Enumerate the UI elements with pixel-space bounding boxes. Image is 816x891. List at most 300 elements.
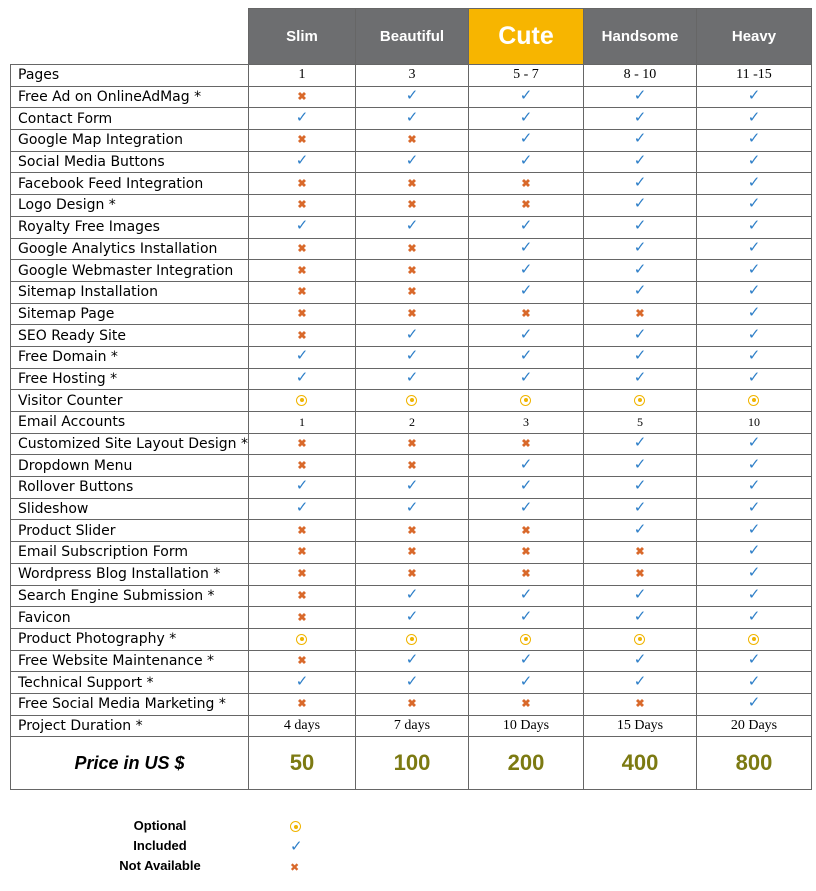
check-icon: ✓ bbox=[747, 326, 761, 343]
legend-icon-wrap bbox=[290, 858, 299, 876]
feature-value-cell bbox=[355, 195, 468, 217]
feature-value-cell bbox=[355, 130, 468, 152]
feature-value-cell bbox=[468, 151, 583, 173]
plan-header-heavy: Heavy bbox=[696, 9, 811, 65]
feature-value-cell bbox=[355, 628, 468, 650]
feature-row bbox=[11, 390, 812, 412]
feature-row bbox=[11, 108, 812, 130]
feature-value-cell bbox=[355, 542, 468, 564]
legend-label: Not Available bbox=[119, 858, 201, 873]
check-icon: ✓ bbox=[633, 348, 647, 365]
feature-value-cell bbox=[355, 672, 468, 694]
feature-value-cell bbox=[468, 346, 583, 368]
cross-icon: ✖ bbox=[407, 286, 417, 299]
check-icon: ✓ bbox=[519, 261, 533, 278]
feature-row bbox=[11, 455, 812, 477]
feature-value-cell bbox=[468, 542, 583, 564]
feature-label: Free Website Maintenance * bbox=[11, 650, 249, 672]
check-icon: ✓ bbox=[405, 218, 419, 235]
cross-icon: ✖ bbox=[521, 438, 531, 451]
feature-value-cell bbox=[468, 130, 583, 152]
feature-value-cell bbox=[468, 260, 583, 282]
feature-label: Social Media Buttons bbox=[11, 151, 249, 173]
feature-row bbox=[11, 412, 812, 434]
feature-value-cell: 2 bbox=[355, 412, 468, 434]
check-icon: ✓ bbox=[519, 283, 533, 300]
check-icon: ✓ bbox=[519, 348, 533, 365]
feature-label: Customized Site Layout Design * bbox=[11, 433, 249, 455]
feature-value-cell bbox=[355, 108, 468, 130]
feature-row bbox=[11, 650, 812, 672]
feature-value-cell bbox=[468, 216, 583, 238]
feature-value-cell bbox=[468, 650, 583, 672]
cross-icon: ✖ bbox=[297, 242, 307, 255]
feature-value-cell bbox=[696, 195, 811, 217]
legend-label: Included bbox=[133, 838, 187, 853]
feature-value-cell bbox=[248, 498, 355, 520]
cross-icon: ✖ bbox=[297, 546, 307, 559]
feature-value-cell: 8 - 10 bbox=[583, 65, 696, 87]
check-icon: ✓ bbox=[405, 369, 419, 386]
feature-row bbox=[11, 368, 812, 390]
cross-icon: ✖ bbox=[297, 91, 307, 104]
check-icon: ✓ bbox=[295, 500, 309, 517]
feature-rows bbox=[11, 65, 812, 737]
check-icon: ✓ bbox=[633, 500, 647, 517]
feature-row bbox=[11, 498, 812, 520]
check-icon: ✓ bbox=[295, 673, 309, 690]
plan-header-slim: Slim bbox=[248, 9, 355, 65]
feature-label: Google Webmaster Integration bbox=[11, 260, 249, 282]
feature-value-cell bbox=[248, 542, 355, 564]
feature-row bbox=[11, 477, 812, 499]
feature-value-cell bbox=[355, 368, 468, 390]
optional-circle-icon bbox=[748, 395, 759, 406]
feature-row bbox=[11, 260, 812, 282]
feature-value-cell bbox=[696, 607, 811, 629]
cross-icon: ✖ bbox=[297, 177, 307, 190]
feature-value-cell bbox=[468, 585, 583, 607]
feature-value-cell bbox=[355, 433, 468, 455]
check-icon: ✓ bbox=[295, 153, 309, 170]
check-icon: ✓ bbox=[747, 673, 761, 690]
feature-value-cell bbox=[468, 672, 583, 694]
check-icon: ✓ bbox=[519, 673, 533, 690]
cross-icon: ✖ bbox=[297, 611, 307, 624]
price-heavy: 800 bbox=[696, 737, 811, 790]
feature-row bbox=[11, 346, 812, 368]
feature-value-cell bbox=[248, 672, 355, 694]
cross-icon: ✖ bbox=[521, 199, 531, 212]
feature-value-cell bbox=[248, 455, 355, 477]
feature-value-cell bbox=[583, 260, 696, 282]
price-slim: 50 bbox=[248, 737, 355, 790]
feature-value-cell bbox=[355, 86, 468, 108]
check-icon: ✓ bbox=[633, 196, 647, 213]
check-icon: ✓ bbox=[633, 478, 647, 495]
price-label: Price in US $ bbox=[11, 737, 249, 790]
feature-value-cell bbox=[248, 303, 355, 325]
cross-icon: ✖ bbox=[297, 199, 307, 212]
feature-row bbox=[11, 173, 812, 195]
feature-value-cell bbox=[583, 607, 696, 629]
feature-label: Free Domain * bbox=[11, 346, 249, 368]
check-icon: ✓ bbox=[405, 153, 419, 170]
optional-circle-icon bbox=[634, 395, 645, 406]
check-icon: ✓ bbox=[633, 608, 647, 625]
feature-row bbox=[11, 672, 812, 694]
feature-label: Royalty Free Images bbox=[11, 216, 249, 238]
feature-value-cell bbox=[696, 520, 811, 542]
feature-label: Free Ad on OnlineAdMag * bbox=[11, 86, 249, 108]
check-icon: ✓ bbox=[405, 109, 419, 126]
feature-row bbox=[11, 563, 812, 585]
feature-value-cell bbox=[583, 108, 696, 130]
check-icon: ✓ bbox=[405, 326, 419, 343]
feature-value-cell bbox=[248, 216, 355, 238]
check-icon: ✓ bbox=[747, 88, 761, 105]
feature-value-cell bbox=[696, 563, 811, 585]
cross-icon: ✖ bbox=[407, 524, 417, 537]
feature-value-cell bbox=[696, 650, 811, 672]
optional-circle-icon bbox=[406, 395, 417, 406]
check-icon: ✓ bbox=[747, 521, 761, 538]
feature-value-cell bbox=[468, 433, 583, 455]
feature-value-cell bbox=[583, 672, 696, 694]
cross-icon: ✖ bbox=[407, 199, 417, 212]
feature-value-cell bbox=[468, 693, 583, 715]
feature-row bbox=[11, 520, 812, 542]
check-icon: ✓ bbox=[519, 218, 533, 235]
feature-value-cell bbox=[696, 216, 811, 238]
cross-icon: ✖ bbox=[407, 438, 417, 451]
feature-value-cell bbox=[248, 173, 355, 195]
cross-icon: ✖ bbox=[407, 698, 417, 711]
feature-value-cell bbox=[583, 368, 696, 390]
feature-value-cell bbox=[696, 346, 811, 368]
feature-label: Sitemap Installation bbox=[11, 281, 249, 303]
feature-value-cell bbox=[468, 108, 583, 130]
feature-row bbox=[11, 628, 812, 650]
cross-icon: ✖ bbox=[521, 546, 531, 559]
check-icon: ✓ bbox=[747, 500, 761, 517]
cross-icon: ✖ bbox=[297, 264, 307, 277]
price-beautiful: 100 bbox=[355, 737, 468, 790]
feature-value-cell bbox=[248, 151, 355, 173]
feature-value-cell bbox=[248, 585, 355, 607]
feature-value-cell bbox=[355, 151, 468, 173]
feature-value-cell bbox=[696, 455, 811, 477]
feature-value-cell bbox=[468, 498, 583, 520]
feature-value-cell bbox=[468, 238, 583, 260]
check-icon: ✓ bbox=[633, 174, 647, 191]
check-icon: ✓ bbox=[405, 651, 419, 668]
feature-value-cell bbox=[583, 173, 696, 195]
check-icon: ✓ bbox=[633, 521, 647, 538]
check-icon: ✓ bbox=[633, 456, 647, 473]
feature-label: Google Map Integration bbox=[11, 130, 249, 152]
feature-value-cell: 5 - 7 bbox=[468, 65, 583, 87]
feature-value-cell bbox=[355, 498, 468, 520]
cross-icon: ✖ bbox=[297, 134, 307, 147]
feature-value-cell bbox=[583, 585, 696, 607]
cross-icon: ✖ bbox=[407, 134, 417, 147]
check-icon: ✓ bbox=[519, 500, 533, 517]
cross-icon: ✖ bbox=[407, 307, 417, 320]
feature-value-cell bbox=[696, 585, 811, 607]
cross-icon: ✖ bbox=[521, 568, 531, 581]
cross-icon: ✖ bbox=[635, 546, 645, 559]
cross-icon: ✖ bbox=[635, 568, 645, 581]
check-icon: ✓ bbox=[295, 218, 309, 235]
check-icon: ✓ bbox=[405, 88, 419, 105]
cross-icon: ✖ bbox=[290, 862, 300, 874]
check-icon: ✓ bbox=[519, 369, 533, 386]
cross-icon: ✖ bbox=[521, 177, 531, 190]
check-icon: ✓ bbox=[633, 673, 647, 690]
feature-value-cell bbox=[468, 86, 583, 108]
feature-value-cell bbox=[696, 281, 811, 303]
feature-value-cell: 4 days bbox=[248, 715, 355, 737]
feature-row bbox=[11, 216, 812, 238]
check-icon: ✓ bbox=[747, 218, 761, 235]
feature-value-cell bbox=[696, 477, 811, 499]
check-icon: ✓ bbox=[519, 326, 533, 343]
cross-icon: ✖ bbox=[635, 307, 645, 320]
feature-row bbox=[11, 281, 812, 303]
feature-value-cell bbox=[355, 607, 468, 629]
feature-value-cell bbox=[583, 325, 696, 347]
feature-value-cell bbox=[468, 281, 583, 303]
price-cute: 200 bbox=[468, 737, 583, 790]
check-icon: ✓ bbox=[747, 565, 761, 582]
feature-label: Wordpress Blog Installation * bbox=[11, 563, 249, 585]
check-icon: ✓ bbox=[747, 174, 761, 191]
check-icon: ✓ bbox=[405, 348, 419, 365]
feature-value-cell bbox=[248, 693, 355, 715]
legend-label: Optional bbox=[133, 818, 187, 833]
check-icon: ✓ bbox=[519, 153, 533, 170]
feature-label: Email Accounts bbox=[11, 412, 249, 434]
check-icon: ✓ bbox=[633, 651, 647, 668]
feature-label: Google Analytics Installation bbox=[11, 238, 249, 260]
cross-icon: ✖ bbox=[407, 264, 417, 277]
check-icon: ✓ bbox=[405, 673, 419, 690]
optional-circle-icon bbox=[406, 634, 417, 645]
check-icon: ✓ bbox=[747, 153, 761, 170]
feature-value-cell bbox=[696, 173, 811, 195]
feature-row bbox=[11, 195, 812, 217]
check-icon: ✓ bbox=[747, 543, 761, 560]
feature-label: Email Subscription Form bbox=[11, 542, 249, 564]
cross-icon: ✖ bbox=[297, 438, 307, 451]
feature-value-cell bbox=[696, 433, 811, 455]
optional-circle-icon bbox=[748, 634, 759, 645]
feature-value-cell bbox=[583, 520, 696, 542]
check-icon: ✓ bbox=[405, 478, 419, 495]
feature-value-cell bbox=[355, 216, 468, 238]
check-icon: ✓ bbox=[747, 304, 761, 321]
check-icon: ✓ bbox=[747, 239, 761, 256]
feature-value-cell bbox=[355, 281, 468, 303]
feature-value-cell bbox=[355, 477, 468, 499]
feature-label: Contact Form bbox=[11, 108, 249, 130]
cross-icon: ✖ bbox=[521, 698, 531, 711]
feature-value-cell bbox=[248, 607, 355, 629]
feature-value-cell bbox=[696, 86, 811, 108]
feature-row bbox=[11, 151, 812, 173]
feature-value-cell bbox=[583, 130, 696, 152]
check-icon: ✓ bbox=[519, 608, 533, 625]
check-icon: ✓ bbox=[747, 695, 761, 712]
feature-label: Dropdown Menu bbox=[11, 455, 249, 477]
feature-value-cell bbox=[355, 346, 468, 368]
feature-value-cell: 15 Days bbox=[583, 715, 696, 737]
feature-label: Technical Support * bbox=[11, 672, 249, 694]
feature-value-cell bbox=[248, 238, 355, 260]
check-icon: ✓ bbox=[519, 109, 533, 126]
feature-value-cell bbox=[583, 346, 696, 368]
check-icon: ✓ bbox=[633, 326, 647, 343]
legend-icon-wrap bbox=[290, 838, 303, 856]
feature-row bbox=[11, 693, 812, 715]
feature-value-cell bbox=[696, 693, 811, 715]
feature-value-cell bbox=[468, 455, 583, 477]
feature-value-cell bbox=[583, 498, 696, 520]
feature-row bbox=[11, 65, 812, 87]
feature-value-cell bbox=[248, 563, 355, 585]
feature-value-cell: 10 bbox=[696, 412, 811, 434]
check-icon: ✓ bbox=[747, 608, 761, 625]
feature-label: Slideshow bbox=[11, 498, 249, 520]
feature-value-cell bbox=[248, 650, 355, 672]
check-icon: ✓ bbox=[747, 283, 761, 300]
feature-value-cell bbox=[583, 195, 696, 217]
feature-value-cell bbox=[355, 693, 468, 715]
feature-label: Favicon bbox=[11, 607, 249, 629]
feature-value-cell bbox=[248, 520, 355, 542]
check-icon: ✓ bbox=[295, 348, 309, 365]
check-icon: ✓ bbox=[747, 369, 761, 386]
check-icon: ✓ bbox=[519, 456, 533, 473]
feature-row bbox=[11, 238, 812, 260]
feature-value-cell bbox=[583, 563, 696, 585]
feature-label: Free Social Media Marketing * bbox=[11, 693, 249, 715]
feature-value-cell bbox=[355, 650, 468, 672]
feature-value-cell bbox=[248, 130, 355, 152]
feature-value-cell bbox=[696, 542, 811, 564]
feature-value-cell bbox=[696, 368, 811, 390]
feature-value-cell: 20 Days bbox=[696, 715, 811, 737]
feature-value-cell: 10 Days bbox=[468, 715, 583, 737]
price-handsome: 400 bbox=[583, 737, 696, 790]
check-icon: ✓ bbox=[747, 586, 761, 603]
feature-value-cell bbox=[583, 650, 696, 672]
feature-value-cell bbox=[468, 368, 583, 390]
feature-value-cell bbox=[248, 433, 355, 455]
cross-icon: ✖ bbox=[407, 459, 417, 472]
check-icon: ✓ bbox=[405, 500, 419, 517]
plan-header-row bbox=[11, 9, 812, 65]
plan-header-handsome: Handsome bbox=[583, 9, 696, 65]
price-row bbox=[11, 737, 812, 790]
feature-value-cell bbox=[355, 173, 468, 195]
optional-circle-icon bbox=[296, 634, 307, 645]
check-icon: ✓ bbox=[633, 283, 647, 300]
feature-row bbox=[11, 130, 812, 152]
feature-value-cell bbox=[696, 303, 811, 325]
cross-icon: ✖ bbox=[521, 524, 531, 537]
feature-value-cell bbox=[696, 628, 811, 650]
feature-label: Sitemap Page bbox=[11, 303, 249, 325]
feature-value-cell bbox=[583, 455, 696, 477]
feature-value-cell bbox=[583, 628, 696, 650]
feature-value-cell bbox=[696, 260, 811, 282]
feature-value-cell: 3 bbox=[468, 412, 583, 434]
feature-value-cell bbox=[248, 346, 355, 368]
feature-value-cell bbox=[355, 520, 468, 542]
feature-value-cell bbox=[248, 260, 355, 282]
feature-value-cell bbox=[355, 303, 468, 325]
feature-value-cell: 5 bbox=[583, 412, 696, 434]
feature-label: Rollover Buttons bbox=[11, 477, 249, 499]
feature-value-cell bbox=[696, 325, 811, 347]
check-icon: ✓ bbox=[747, 348, 761, 365]
feature-value-cell bbox=[696, 130, 811, 152]
feature-label: Pages bbox=[11, 65, 249, 87]
feature-value-cell: 1 bbox=[248, 65, 355, 87]
feature-label: Visitor Counter bbox=[11, 390, 249, 412]
feature-value-cell bbox=[355, 585, 468, 607]
check-icon: ✓ bbox=[519, 478, 533, 495]
feature-value-cell bbox=[583, 216, 696, 238]
feature-row bbox=[11, 607, 812, 629]
check-icon: ✓ bbox=[633, 239, 647, 256]
optional-circle-icon bbox=[296, 395, 307, 406]
feature-value-cell bbox=[248, 86, 355, 108]
feature-value-cell bbox=[583, 477, 696, 499]
check-icon: ✓ bbox=[747, 456, 761, 473]
feature-value-cell bbox=[696, 672, 811, 694]
feature-value-cell bbox=[355, 260, 468, 282]
header-corner bbox=[11, 9, 249, 65]
check-icon: ✓ bbox=[747, 196, 761, 213]
check-icon: ✓ bbox=[633, 261, 647, 278]
plan-header-beautiful: Beautiful bbox=[355, 9, 468, 65]
feature-label: Free Hosting * bbox=[11, 368, 249, 390]
check-icon: ✓ bbox=[747, 109, 761, 126]
cross-icon: ✖ bbox=[407, 242, 417, 255]
feature-value-cell bbox=[248, 195, 355, 217]
optional-circle-icon bbox=[290, 821, 301, 832]
check-icon: ✓ bbox=[519, 131, 533, 148]
check-icon: ✓ bbox=[633, 218, 647, 235]
feature-label: SEO Ready Site bbox=[11, 325, 249, 347]
feature-value-cell bbox=[696, 238, 811, 260]
feature-value-cell bbox=[583, 390, 696, 412]
cross-icon: ✖ bbox=[407, 568, 417, 581]
feature-value-cell bbox=[468, 563, 583, 585]
feature-value-cell bbox=[468, 390, 583, 412]
feature-value-cell bbox=[583, 281, 696, 303]
feature-value-cell: 1 bbox=[248, 412, 355, 434]
feature-value-cell bbox=[583, 433, 696, 455]
cross-icon: ✖ bbox=[297, 698, 307, 711]
cross-icon: ✖ bbox=[297, 459, 307, 472]
check-icon: ✓ bbox=[747, 651, 761, 668]
feature-label: Facebook Feed Integration bbox=[11, 173, 249, 195]
check-icon: ✓ bbox=[633, 153, 647, 170]
